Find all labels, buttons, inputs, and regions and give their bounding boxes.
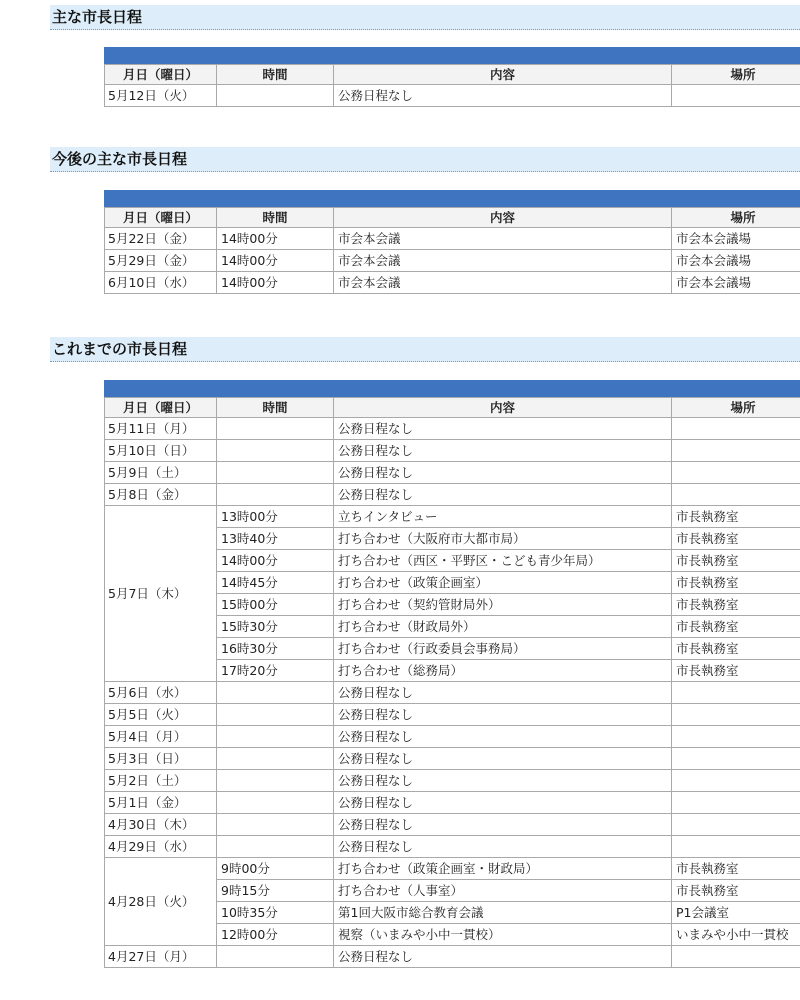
cell-date: 5月3日（日） <box>105 748 217 770</box>
cell-date: 5月22日（金） <box>105 228 217 250</box>
section-heading: 今後の主な市長日程 <box>50 147 800 172</box>
table-header-bar <box>104 190 800 207</box>
table-header-row <box>105 208 800 228</box>
cell-place <box>672 814 800 836</box>
cell-time: 12時00分 <box>217 924 334 946</box>
cell-date: 5月9日（土） <box>105 462 217 484</box>
table-header-row <box>105 398 800 418</box>
column-header-date: 月日（曜日） <box>105 398 217 418</box>
cell-date: 5月1日（金） <box>105 792 217 814</box>
column-header-time: 時間 <box>217 398 334 418</box>
schedule-table-wrap <box>104 47 800 107</box>
cell-place: 市長執務室 <box>672 638 800 660</box>
cell-content: 公務日程なし <box>334 792 672 814</box>
cell-content: 公務日程なし <box>334 484 672 506</box>
table-row <box>105 770 800 792</box>
cell-place <box>672 484 800 506</box>
column-header-time: 時間 <box>217 208 334 228</box>
cell-content: 立ちインタビュー <box>334 506 672 528</box>
cell-time: 14時00分 <box>217 228 334 250</box>
table-row <box>105 85 800 107</box>
column-header-place: 場所 <box>672 65 800 85</box>
cell-time <box>217 814 334 836</box>
cell-place: 市会本会議場 <box>672 250 800 272</box>
table-header-bar <box>104 380 800 397</box>
cell-place: 市長執務室 <box>672 572 800 594</box>
cell-content: 公務日程なし <box>334 836 672 858</box>
schedule-table <box>104 64 800 107</box>
table-header-bar <box>104 47 800 64</box>
cell-content: 市会本会議 <box>334 228 672 250</box>
cell-date: 5月4日（月） <box>105 726 217 748</box>
column-header-content: 内容 <box>334 208 672 228</box>
cell-content: 打ち合わせ（行政委員会事務局） <box>334 638 672 660</box>
cell-time: 16時30分 <box>217 638 334 660</box>
cell-time <box>217 770 334 792</box>
cell-date: 4月30日（木） <box>105 814 217 836</box>
cell-time: 14時45分 <box>217 572 334 594</box>
cell-date: 4月29日（水） <box>105 836 217 858</box>
cell-place <box>672 836 800 858</box>
cell-content: 公務日程なし <box>334 85 672 107</box>
cell-content: 公務日程なし <box>334 770 672 792</box>
cell-place <box>672 85 800 107</box>
table-row <box>105 836 800 858</box>
cell-date: 5月12日（火） <box>105 85 217 107</box>
cell-time: 14時00分 <box>217 550 334 572</box>
column-header-place: 場所 <box>672 398 800 418</box>
table-row <box>105 858 800 880</box>
cell-place: 市長執務室 <box>672 616 800 638</box>
cell-content: 公務日程なし <box>334 946 672 968</box>
cell-time: 9時00分 <box>217 858 334 880</box>
cell-place: 市長執務室 <box>672 528 800 550</box>
section-heading: 主な市長日程 <box>50 5 800 30</box>
table-row <box>105 748 800 770</box>
cell-place: 市長執務室 <box>672 880 800 902</box>
cell-time <box>217 418 334 440</box>
cell-content: 打ち合わせ（西区・平野区・こども青少年局） <box>334 550 672 572</box>
cell-time <box>217 462 334 484</box>
cell-content: 公務日程なし <box>334 418 672 440</box>
cell-content: 打ち合わせ（政策企画室） <box>334 572 672 594</box>
cell-place: 市会本会議場 <box>672 228 800 250</box>
cell-time <box>217 440 334 462</box>
cell-time: 13時00分 <box>217 506 334 528</box>
cell-content: 公務日程なし <box>334 814 672 836</box>
cell-time <box>217 484 334 506</box>
cell-place <box>672 946 800 968</box>
cell-place <box>672 704 800 726</box>
cell-content: 市会本会議 <box>334 250 672 272</box>
cell-place: 市長執務室 <box>672 858 800 880</box>
cell-date: 5月6日（水） <box>105 682 217 704</box>
table-row <box>105 462 800 484</box>
table-row <box>105 272 800 294</box>
cell-place: 市長執務室 <box>672 594 800 616</box>
table-row <box>105 704 800 726</box>
cell-date: 5月5日（火） <box>105 704 217 726</box>
cell-time <box>217 836 334 858</box>
cell-time: 14時00分 <box>217 250 334 272</box>
cell-place: 市長執務室 <box>672 506 800 528</box>
table-row <box>105 484 800 506</box>
cell-date: 4月27日（月） <box>105 946 217 968</box>
cell-date: 5月7日（木） <box>105 506 217 682</box>
cell-date: 5月11日（月） <box>105 418 217 440</box>
table-row <box>105 228 800 250</box>
cell-time: 13時40分 <box>217 528 334 550</box>
schedule-table <box>104 397 800 968</box>
table-row <box>105 792 800 814</box>
cell-date: 5月10日（日） <box>105 440 217 462</box>
cell-date: 4月28日（火） <box>105 858 217 946</box>
cell-place <box>672 726 800 748</box>
cell-content: 打ち合わせ（契約管財局外） <box>334 594 672 616</box>
column-header-content: 内容 <box>334 398 672 418</box>
cell-time: 15時30分 <box>217 616 334 638</box>
cell-place: 市長執務室 <box>672 660 800 682</box>
cell-time <box>217 748 334 770</box>
cell-date: 5月2日（土） <box>105 770 217 792</box>
cell-place: いまみや小中一貫校 <box>672 924 800 946</box>
schedule-table <box>104 207 800 294</box>
cell-place <box>672 462 800 484</box>
column-header-place: 場所 <box>672 208 800 228</box>
table-row <box>105 814 800 836</box>
cell-time: 15時00分 <box>217 594 334 616</box>
cell-date: 5月8日（金） <box>105 484 217 506</box>
cell-time <box>217 682 334 704</box>
cell-time: 9時15分 <box>217 880 334 902</box>
column-header-date: 月日（曜日） <box>105 65 217 85</box>
cell-content: 公務日程なし <box>334 704 672 726</box>
section-heading: これまでの市長日程 <box>50 337 800 362</box>
table-header-row <box>105 65 800 85</box>
table-row <box>105 682 800 704</box>
cell-place: 市長執務室 <box>672 550 800 572</box>
cell-content: 打ち合わせ（総務局） <box>334 660 672 682</box>
table-row <box>105 506 800 528</box>
cell-place: 市会本会議場 <box>672 272 800 294</box>
cell-place <box>672 418 800 440</box>
cell-time <box>217 704 334 726</box>
cell-content: 市会本会議 <box>334 272 672 294</box>
cell-place: P1会議室 <box>672 902 800 924</box>
cell-content: 公務日程なし <box>334 440 672 462</box>
cell-place <box>672 792 800 814</box>
column-header-date: 月日（曜日） <box>105 208 217 228</box>
table-row <box>105 440 800 462</box>
cell-time: 10時35分 <box>217 902 334 924</box>
cell-content: 公務日程なし <box>334 462 672 484</box>
cell-content: 打ち合わせ（人事室） <box>334 880 672 902</box>
cell-content: 公務日程なし <box>334 682 672 704</box>
cell-content: 打ち合わせ（財政局外） <box>334 616 672 638</box>
table-row <box>105 250 800 272</box>
cell-place <box>672 440 800 462</box>
table-row <box>105 946 800 968</box>
cell-date: 6月10日（水） <box>105 272 217 294</box>
cell-time <box>217 946 334 968</box>
column-header-time: 時間 <box>217 65 334 85</box>
cell-time <box>217 792 334 814</box>
cell-content: 公務日程なし <box>334 748 672 770</box>
cell-content: 打ち合わせ（大阪府市大都市局） <box>334 528 672 550</box>
cell-time: 14時00分 <box>217 272 334 294</box>
cell-place <box>672 748 800 770</box>
cell-place <box>672 770 800 792</box>
cell-date: 5月29日（金） <box>105 250 217 272</box>
cell-content: 公務日程なし <box>334 726 672 748</box>
schedule-table-wrap <box>104 380 800 968</box>
schedule-table-wrap <box>104 190 800 294</box>
table-row <box>105 726 800 748</box>
cell-content: 第1回大阪市総合教育会議 <box>334 902 672 924</box>
cell-content: 打ち合わせ（政策企画室・財政局） <box>334 858 672 880</box>
cell-content: 視察（いまみや小中一貫校） <box>334 924 672 946</box>
cell-time <box>217 85 334 107</box>
column-header-content: 内容 <box>334 65 672 85</box>
table-row <box>105 418 800 440</box>
cell-time <box>217 726 334 748</box>
cell-time: 17時20分 <box>217 660 334 682</box>
cell-place <box>672 682 800 704</box>
